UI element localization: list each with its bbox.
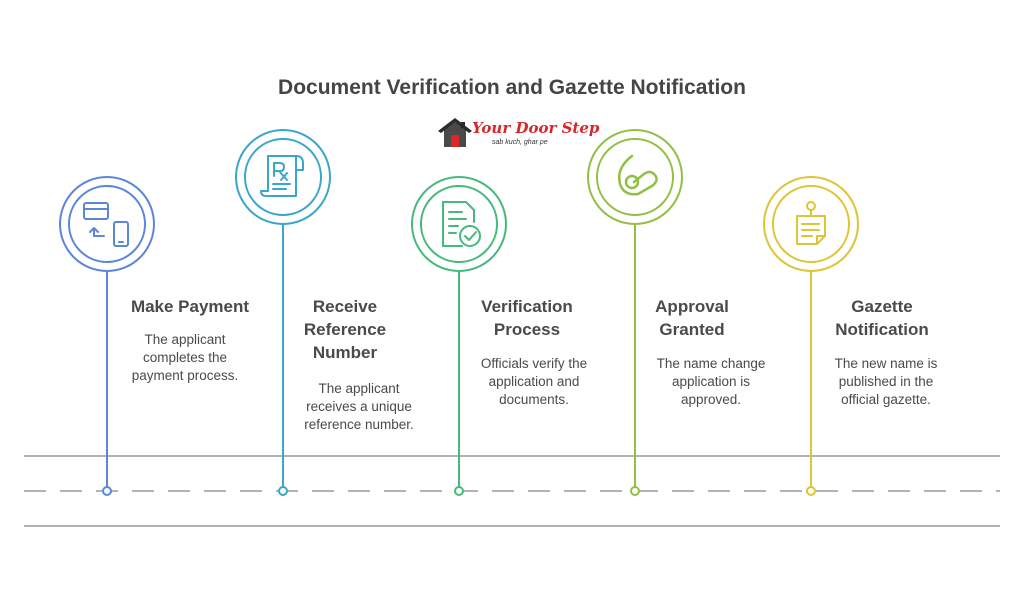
- page-title: Document Verification and Gazette Notification: [278, 76, 746, 99]
- step-4-title: Approval Granted: [655, 297, 729, 339]
- step-1-description: The applicant completes the payment process.: [131, 332, 239, 383]
- step-5-title: Gazette Notification: [835, 297, 929, 339]
- step-3-description: Officials verify the application and documents.: [480, 356, 588, 407]
- step-4-description: The name change application is approved.: [656, 356, 766, 407]
- step-5-description: The new name is published in the official gazette.: [834, 356, 938, 407]
- step-2-description: The applicant receives a unique reference number.: [304, 381, 414, 432]
- brand-tagline: sab kuch, ghar pe: [492, 139, 548, 146]
- brand-name: Your Door Step: [472, 119, 600, 137]
- step-1-title: Make Payment: [130, 297, 250, 316]
- step-3-title: Verification Process: [481, 297, 573, 339]
- step-2-title: Receive Reference Number: [303, 297, 387, 362]
